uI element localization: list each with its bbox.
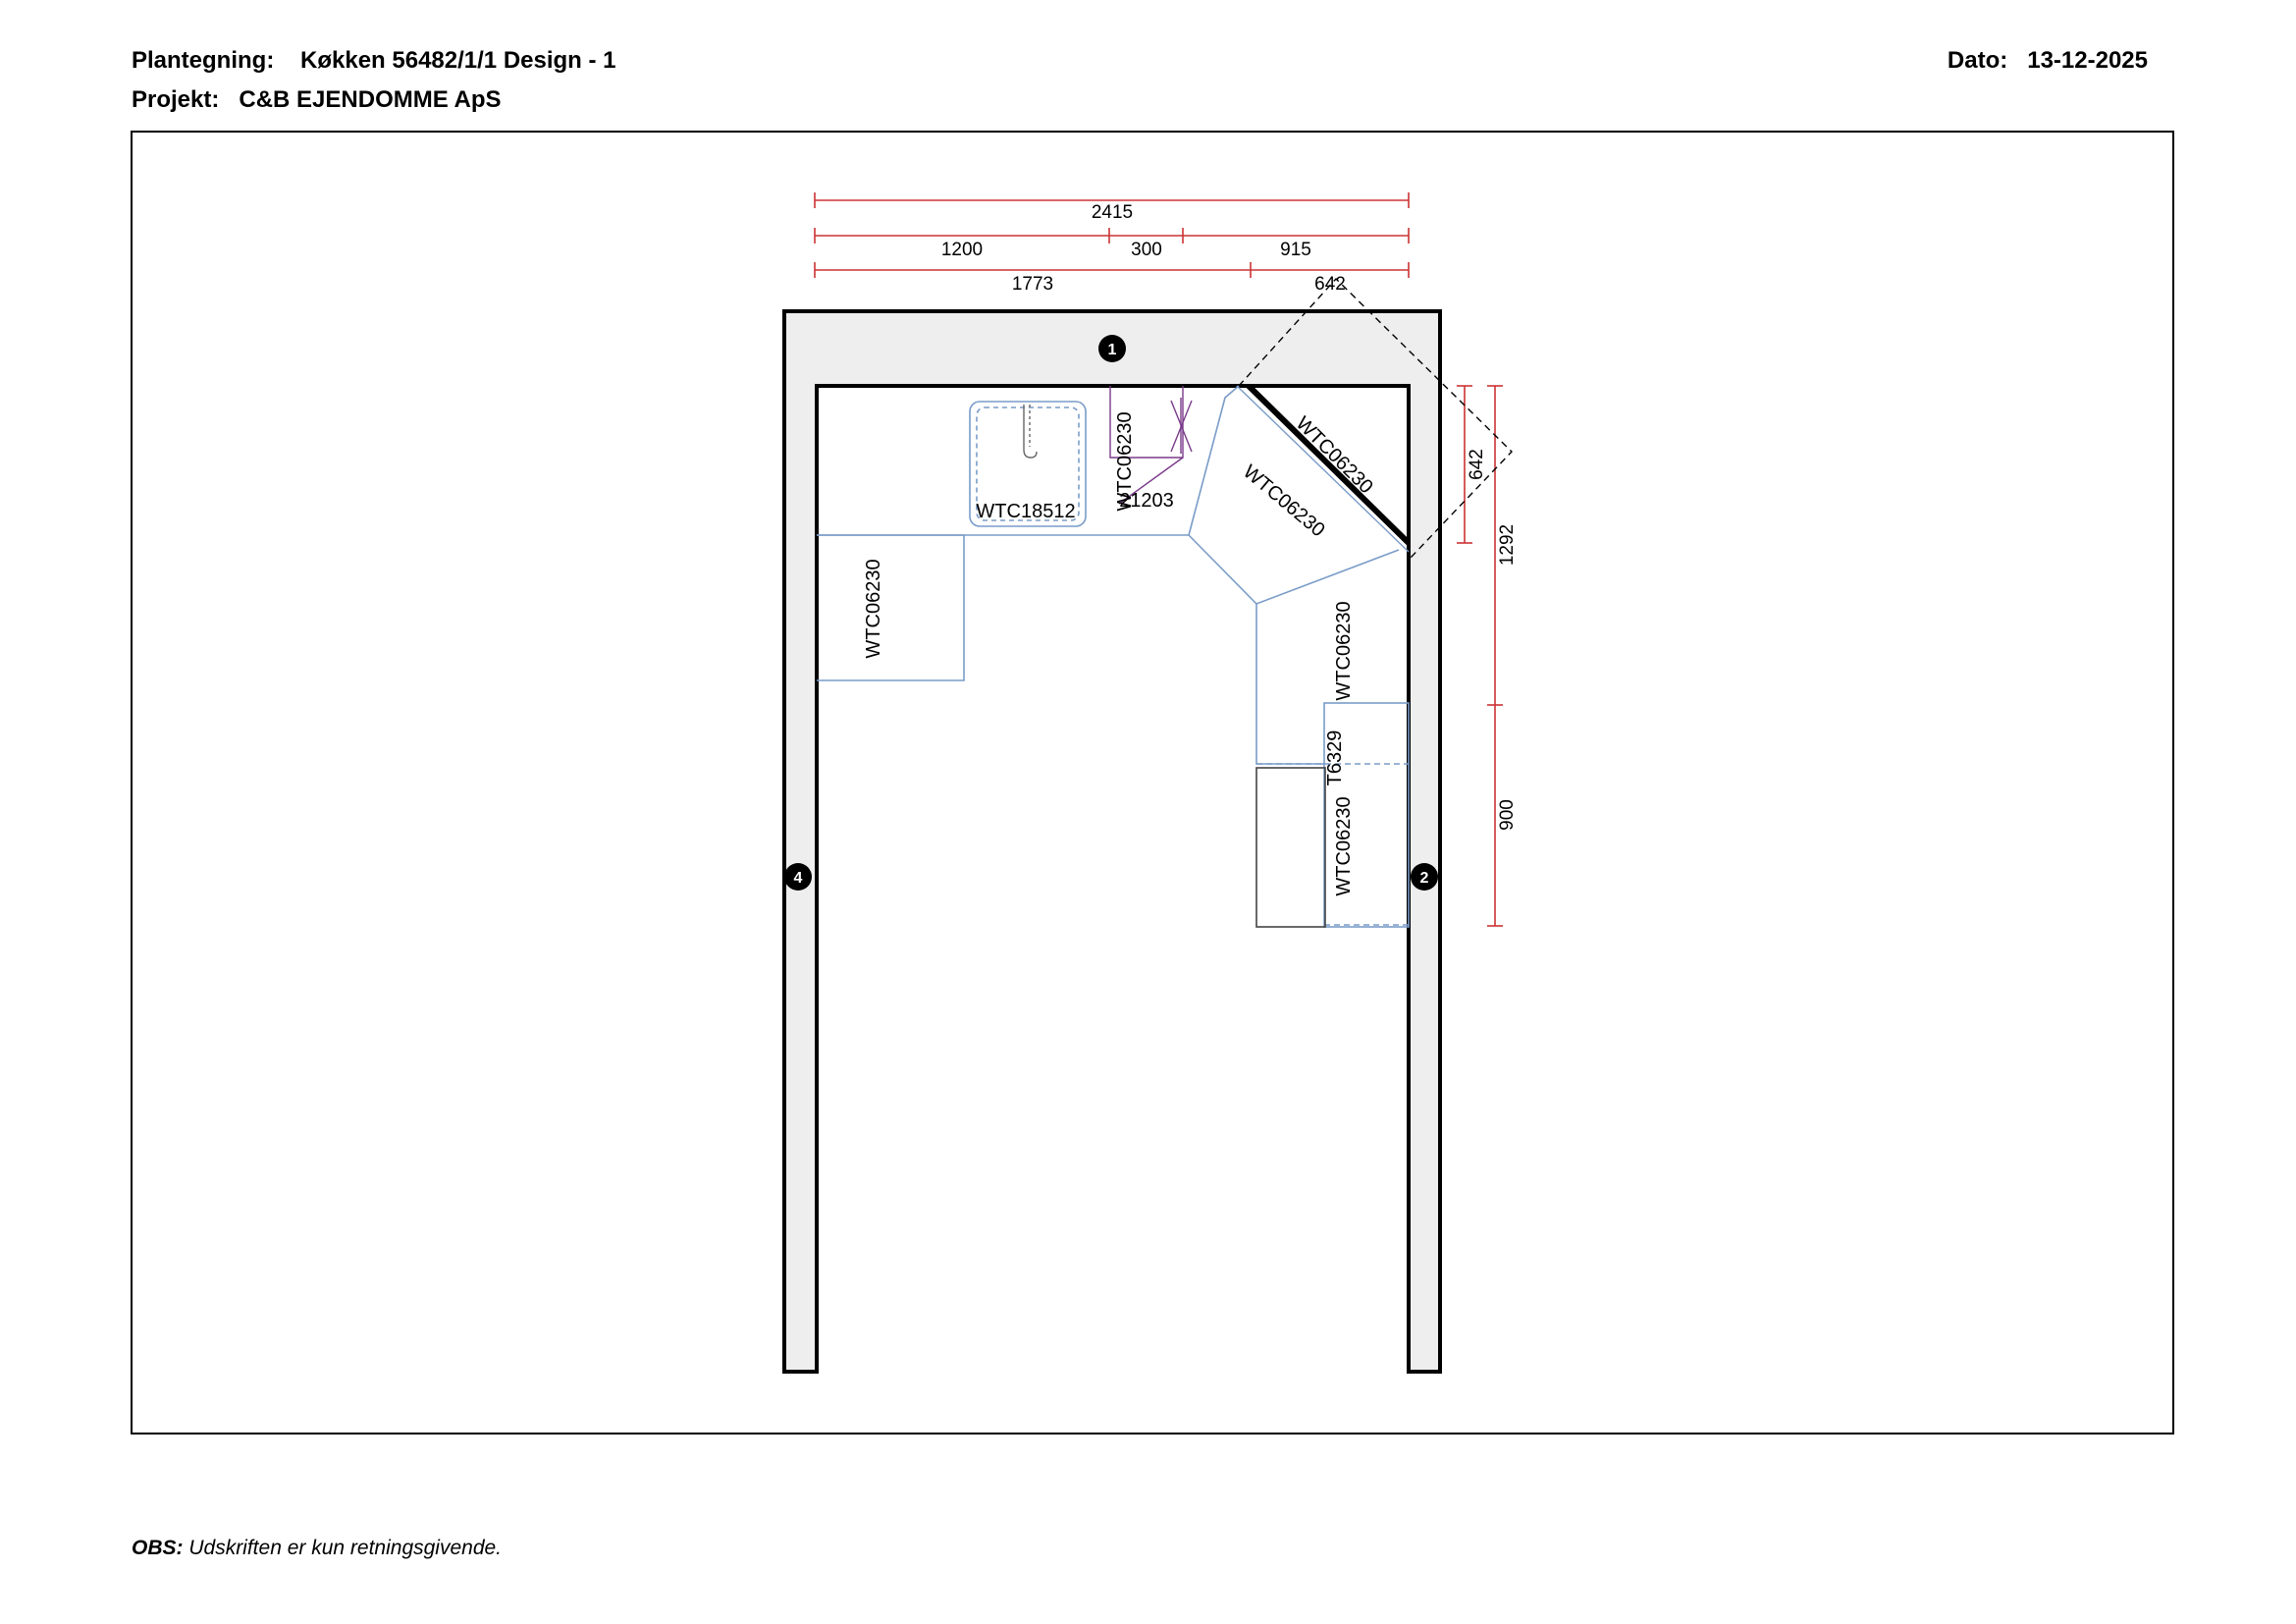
label-sink-cabinet: WTC18512 <box>976 501 1076 522</box>
corner-section-outline <box>1189 386 1239 535</box>
dim-900: 900 <box>1497 799 1518 831</box>
label-tall-unit: T6329 <box>1324 730 1346 786</box>
project-label: Projekt: <box>132 86 220 113</box>
cabinet-labels <box>863 411 1377 895</box>
label-corner-outer: WTC06230 <box>1291 412 1377 499</box>
project-name: C&B EJENDOMME ApS <box>239 86 502 113</box>
left-wall-cabinet-outline <box>817 535 964 680</box>
label-right-wall-upper: WTC06230 <box>1333 601 1355 701</box>
dimension-lines <box>815 192 1503 926</box>
wall-marker-4-label: 4 <box>793 870 803 887</box>
wall-marker-1-label: 1 <box>1107 342 1117 358</box>
dim-300: 300 <box>1131 240 1162 260</box>
label-left-wall-cabinet: WTC06230 <box>863 559 884 659</box>
date-value: 13-12-2025 <box>2027 47 2148 74</box>
tap-icon <box>1024 405 1037 458</box>
wall-marker-2-label: 2 <box>1419 870 1429 887</box>
corner-section-lower <box>1189 535 1399 604</box>
dishwasher-box <box>1256 768 1325 927</box>
dim-642-side: 642 <box>1467 449 1487 480</box>
footer-obs-label: OBS: <box>132 1537 184 1559</box>
drawing-title-label: Plantegning: <box>132 47 275 74</box>
label-narrow-cabinet: WTC06230 <box>1114 411 1136 512</box>
footer-note <box>132 1537 502 1560</box>
dim-1292: 1292 <box>1497 523 1518 567</box>
dim-overall-2415: 2415 <box>1091 202 1134 223</box>
dim-915: 915 <box>1280 240 1311 260</box>
dim-1773: 1773 <box>1011 274 1054 295</box>
label-hob-code: 21203 <box>1119 490 1174 512</box>
dim-642-top: 642 <box>1314 274 1346 295</box>
cabinet-outlines <box>817 386 1409 927</box>
dim-1200: 1200 <box>940 240 984 260</box>
footer-obs-text: Udskriften er kun retningsgivende. <box>188 1537 503 1559</box>
right-wall-cabinet-outline <box>1256 604 1325 764</box>
date-label: Dato: <box>1947 47 2008 74</box>
label-right-wall-lower: WTC06230 <box>1333 796 1355 896</box>
label-corner-inner: WTC06230 <box>1239 460 1329 542</box>
drawing-title-value: Køkken 56482/1/1 Design - 1 <box>300 47 616 74</box>
